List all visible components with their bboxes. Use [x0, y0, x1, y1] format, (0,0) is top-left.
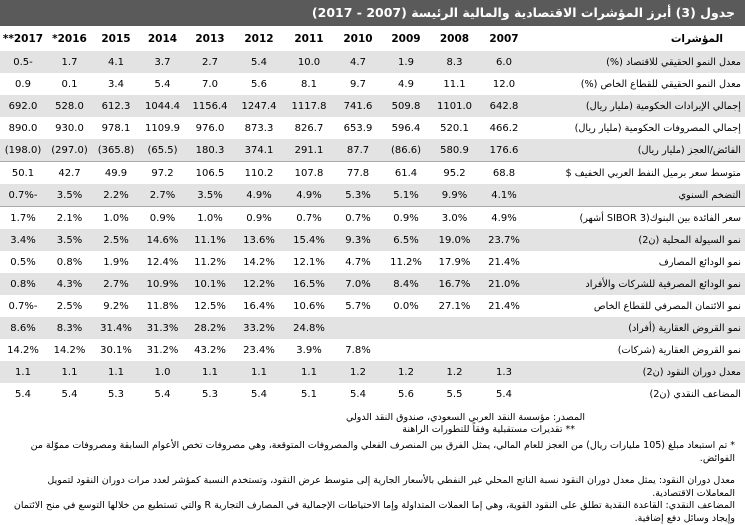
value-cell: 0.0%: [393, 300, 419, 312]
value-cell: 826.7: [294, 122, 324, 134]
value-cell: 4.9%: [491, 212, 517, 224]
value-cell: 4.1: [108, 56, 124, 68]
indicators-table: [0, 26, 745, 405]
value-cell: 5.3%: [334, 184, 382, 207]
value-cell: 528.0: [55, 100, 84, 112]
value-cell: 30.1%: [100, 344, 132, 356]
year-header: 2009: [391, 32, 421, 45]
table-row: [0, 317, 745, 339]
value-cell: 176.6: [479, 139, 529, 162]
table-body: [0, 51, 745, 405]
value-cell: 1.1: [108, 366, 124, 378]
value-cell: 1.1: [301, 366, 317, 378]
value-cell: 24.8%: [293, 322, 325, 334]
value-cell: [430, 339, 479, 361]
indicator-label: سعر الفائدة بين البنوك(SIBOR 3 أشهر): [579, 212, 741, 224]
table-row: [0, 162, 745, 185]
value-cell: 9.7: [350, 78, 366, 90]
value-cell: [479, 339, 529, 361]
value-cell: 3.5%: [186, 184, 234, 207]
value-cell: 0.1: [61, 78, 78, 90]
table-row: [0, 184, 745, 207]
table-row: [0, 207, 745, 230]
value-cell: 5.7%: [345, 300, 371, 312]
value-cell: 21.4%: [488, 300, 520, 312]
value-cell: 5.6: [251, 78, 267, 90]
value-cell: 0.9%: [149, 212, 176, 224]
value-cell: 3.0%: [441, 212, 468, 224]
indicator-label: الفائض/العجز (مليار ريال): [529, 139, 745, 162]
value-cell: 1.7: [61, 56, 78, 68]
value-cell: (365.8): [93, 139, 139, 162]
value-cell: 95.2: [443, 167, 466, 179]
indicator-label: نمو القروض العقارية (أفراد): [628, 322, 741, 334]
year-header: 2016*: [52, 32, 87, 45]
value-cell: 2.7%: [139, 184, 186, 207]
indicator-label: متوسط سعر برميل النفط العربي الخفيف $: [565, 167, 741, 179]
value-cell: 4.1%: [479, 184, 529, 207]
indicator-label: إجمالي المصروفات الحكومية (مليار ريال): [574, 122, 741, 134]
value-cell: 5.6: [398, 388, 414, 400]
year-header: 2010: [343, 32, 373, 45]
velocity-note: معدل دوران النقود: يمثل معدل دوران النقود نسبة الناتج المحلي غير النفطي بالأسعار الجارية إلى متوسط عرض النقود، وتستخدم النسبة كمؤشر لعدد مرات دوران النقود لتمويل المعاملات الاقتصادية.: [47, 475, 735, 499]
value-cell: 1156.4: [192, 100, 228, 112]
value-cell: 0.5%: [10, 256, 36, 268]
value-cell: 77.8: [346, 167, 370, 179]
value-cell: 107.8: [294, 167, 324, 179]
value-cell: 14.2%: [7, 344, 39, 356]
value-cell: 0.9: [15, 78, 31, 90]
source-block: [10, 412, 735, 436]
value-cell: 3.5%: [56, 234, 83, 246]
table-row: [0, 51, 745, 73]
value-cell: 19.0%: [438, 234, 471, 246]
value-cell: 0.7%: [296, 212, 322, 224]
year-header: 2012: [244, 32, 274, 45]
indicators-header: المؤشرات: [670, 32, 723, 45]
value-cell: 3.4%: [10, 234, 36, 246]
value-cell: 21.0%: [488, 278, 520, 290]
value-cell: 692.0: [8, 100, 38, 112]
table-row: [0, 251, 745, 273]
value-cell: 6.0: [496, 56, 512, 68]
value-cell: 13.6%: [243, 234, 275, 246]
value-cell: [430, 317, 479, 339]
value-cell: [382, 317, 430, 339]
value-cell: 5.4: [496, 388, 512, 400]
indicator-label: نمو الودائع المصرفية للشركات والأفراد: [585, 278, 741, 290]
value-cell: 1247.4: [241, 100, 277, 112]
value-cell: 4.3%: [56, 278, 83, 290]
value-cell: 653.9: [343, 122, 373, 134]
value-cell: 31.2%: [146, 344, 179, 356]
value-cell: 1101.0: [437, 100, 472, 112]
value-cell: 106.5: [195, 167, 225, 179]
value-cell: 10.0: [297, 56, 321, 68]
value-cell: 2.1%: [56, 212, 83, 224]
value-cell: 180.3: [186, 139, 234, 162]
indicator-label: إجمالي الإيرادات الحكومية (مليار ريال): [585, 100, 741, 112]
value-cell: 291.1: [284, 139, 334, 162]
value-cell: 8.4%: [393, 278, 419, 290]
value-cell: 1.1: [251, 366, 267, 378]
value-cell: 3.4: [108, 78, 124, 90]
value-cell: [479, 317, 529, 339]
value-cell: 741.6: [343, 100, 373, 112]
value-cell: -0.7%: [0, 184, 46, 207]
value-cell: 4.9%: [284, 184, 334, 207]
year-header: 2013: [195, 32, 225, 45]
value-cell: 12.2%: [243, 278, 275, 290]
value-cell: (297.0): [46, 139, 93, 162]
value-cell: 31.3%: [146, 322, 179, 334]
table-row: [0, 117, 745, 139]
value-cell: 5.5: [446, 388, 463, 400]
value-cell: 9.2%: [103, 300, 129, 312]
value-cell: 10.1%: [194, 278, 226, 290]
indicator-label: معدل النمو الحقيقي للقطاع الخاص (%): [580, 78, 741, 90]
year-header: 2014: [147, 32, 178, 45]
value-cell: 5.4: [61, 388, 78, 400]
value-cell: 4.7: [350, 56, 366, 68]
value-cell: 50.1: [11, 167, 35, 179]
value-cell: 3.9%: [296, 344, 322, 356]
value-cell: 1.0: [154, 366, 171, 378]
value-cell: 1.2: [398, 366, 414, 378]
value-cell: 3.7: [154, 56, 171, 68]
table-title: جدول (3) أبرز المؤشرات الاقتصادية والمالية الرئيسة (2007 - 2017): [0, 0, 745, 26]
value-cell: 87.7: [334, 139, 382, 162]
value-cell: 1.7%: [10, 212, 36, 224]
value-cell: 12.0: [492, 78, 516, 90]
value-cell: 5.4: [350, 388, 366, 400]
table-row: [0, 229, 745, 251]
value-cell: 1.9: [398, 56, 414, 68]
value-cell: 2.7%: [103, 278, 129, 290]
value-cell: 3.5%: [46, 184, 93, 207]
value-cell: 642.8: [489, 100, 519, 112]
value-cell: 14.6%: [146, 234, 179, 246]
value-cell: 466.2: [489, 122, 519, 134]
value-cell: 930.0: [55, 122, 84, 134]
value-cell: 2.2%: [93, 184, 139, 207]
value-cell: 14.2%: [53, 344, 86, 356]
value-cell: 5.4: [154, 78, 171, 90]
value-cell: 5.1: [301, 388, 317, 400]
value-cell: 12.5%: [194, 300, 226, 312]
indicator-label: المضاعف النقدي (ن2): [649, 388, 741, 400]
value-cell: 2.5%: [103, 234, 129, 246]
deficit-footnote: * تم استبعاد مبلغ (105 مليارات ريال) من العجز للعام المالي، يمثل الفرق بين المنصرف الفعلي والمصروفات المتوقعة، وهي مصروفات تخص الأعوام السابقة ومصروفات مموّلة من الفوائض.: [30, 440, 735, 464]
indicator-label: معدل النمو الحقيقي للاقتصاد (%): [606, 56, 741, 68]
value-cell: 1.0%: [197, 212, 223, 224]
value-cell: 1.1: [202, 366, 218, 378]
value-cell: 0.9%: [393, 212, 419, 224]
value-cell: [334, 317, 382, 339]
value-cell: 1117.8: [291, 100, 327, 112]
value-cell: 68.8: [492, 167, 516, 179]
table-row: [0, 73, 745, 95]
value-cell: 10.6%: [293, 300, 325, 312]
multiplier-note: المضاعف النقدي: القاعدة النقدية تطلق على النقود القوية، وهي إما العملات المتداولة وإما الاحتياطات الإجمالية في المصارف التجارية R والتي تستطيع من خلالها التوسع في منح الائتمان وإيجاد وسائل دفع إضافية.: [13, 500, 735, 524]
value-cell: 8.3: [446, 56, 463, 68]
value-cell: 2.5%: [56, 300, 83, 312]
indicator-label: نمو الائتمان المصرفي للقطاع الخاص: [593, 300, 741, 312]
table-header-row: [0, 26, 745, 51]
value-cell: (86.6): [382, 139, 430, 162]
value-cell: 4.7%: [345, 256, 371, 268]
value-cell: 7.8%: [345, 344, 371, 356]
value-cell: 509.8: [391, 100, 421, 112]
table-row: [0, 295, 745, 317]
year-header: 2008: [439, 32, 470, 45]
year-header: 2015: [101, 32, 131, 45]
value-cell: 5.1%: [382, 184, 430, 207]
value-cell: 16.7%: [438, 278, 471, 290]
value-cell: 4.9: [398, 78, 414, 90]
value-cell: 374.1: [234, 139, 284, 162]
value-cell: 5.3: [108, 388, 124, 400]
value-cell: 8.6%: [10, 322, 36, 334]
indicator-label: نمو السيولة المحلية (ن2): [638, 234, 741, 246]
value-cell: 16.4%: [243, 300, 275, 312]
value-cell: [382, 339, 430, 361]
value-cell: 21.4%: [488, 256, 520, 268]
value-cell: 1.2: [350, 366, 366, 378]
value-cell: 5.4: [15, 388, 31, 400]
value-cell: 7.0: [202, 78, 218, 90]
table-row: [0, 361, 745, 383]
value-cell: 43.2%: [194, 344, 226, 356]
value-cell: 12.4%: [146, 256, 179, 268]
value-cell: 9.3%: [345, 234, 371, 246]
value-cell: 6.5%: [393, 234, 419, 246]
value-cell: 97.2: [151, 167, 174, 179]
value-cell: 5.4: [251, 56, 267, 68]
value-cell: (198.0): [0, 139, 46, 162]
table-row: [0, 383, 745, 405]
year-header: 2011: [294, 32, 324, 45]
value-cell: 976.0: [195, 122, 225, 134]
value-cell: 14.2%: [243, 256, 275, 268]
value-cell: 33.2%: [243, 322, 275, 334]
value-cell: 23.7%: [488, 234, 520, 246]
estimate-note: ** تقديرات مستقبلية وفقاً للتطورات الراهنة: [402, 424, 575, 435]
value-cell: 8.1: [301, 78, 317, 90]
value-cell: 7.0%: [345, 278, 371, 290]
value-cell: -0.5: [13, 56, 33, 68]
indicator-label: نمو الودائع المصارف: [658, 256, 741, 268]
value-cell: 0.8%: [56, 256, 83, 268]
value-cell: 1.9%: [103, 256, 129, 268]
value-cell: 61.4: [394, 167, 418, 179]
value-cell: 11.1: [443, 78, 466, 90]
indicator-label: نمو القروض العقارية (شركات): [617, 344, 741, 356]
table-row: [0, 95, 745, 117]
value-cell: 1.1: [61, 366, 78, 378]
value-cell: 1.2: [446, 366, 463, 378]
source-line: المصدر: مؤسسة النقد العربي السعودي، صندوق النقد الدولي: [345, 412, 585, 423]
value-cell: 520.1: [440, 122, 469, 134]
value-cell: 11.8%: [146, 300, 179, 312]
value-cell: 17.9%: [438, 256, 471, 268]
value-cell: 28.2%: [194, 322, 226, 334]
value-cell: 49.9: [104, 167, 128, 179]
value-cell: 978.1: [101, 122, 131, 134]
year-header: 2007: [489, 32, 519, 45]
value-cell: 0.8%: [10, 278, 36, 290]
value-cell: 8.3%: [56, 322, 83, 334]
table-row: [0, 339, 745, 361]
value-cell: 23.4%: [243, 344, 275, 356]
value-cell: 5.4: [251, 388, 267, 400]
value-cell: 16.5%: [293, 278, 325, 290]
value-cell: 11.2%: [390, 256, 422, 268]
value-cell: 0.7%: [345, 212, 371, 224]
table-row: [0, 273, 745, 295]
value-cell: 0.9%: [246, 212, 272, 224]
value-cell: 5.3: [202, 388, 218, 400]
notes-block: [0, 440, 745, 525]
value-cell: 1.3: [496, 366, 512, 378]
indicator-label: التضخم السنوي: [529, 184, 745, 207]
value-cell: 11.1%: [194, 234, 226, 246]
value-cell: 9.9%: [430, 184, 479, 207]
value-cell: 580.9: [430, 139, 479, 162]
value-cell: 5.4: [154, 388, 171, 400]
value-cell: 27.1%: [438, 300, 471, 312]
value-cell: 11.2%: [194, 256, 226, 268]
value-cell: 1.0%: [103, 212, 129, 224]
year-header: 2017**: [2, 32, 44, 45]
value-cell: 10.9%: [146, 278, 179, 290]
value-cell: 31.4%: [100, 322, 132, 334]
value-cell: 1044.4: [145, 100, 180, 112]
value-cell: 596.4: [391, 122, 421, 134]
value-cell: (65.5): [139, 139, 186, 162]
value-cell: 873.3: [244, 122, 274, 134]
value-cell: 110.2: [244, 167, 274, 179]
value-cell: 1.1: [15, 366, 31, 378]
value-cell: 15.4%: [293, 234, 325, 246]
indicator-label: معدل دوران النقود (ن2): [642, 366, 741, 378]
value-cell: 12.1%: [293, 256, 325, 268]
value-cell: 612.3: [101, 100, 131, 112]
value-cell: 42.7: [58, 167, 81, 179]
value-cell: 2.7: [202, 56, 218, 68]
value-cell: 1109.9: [145, 122, 180, 134]
value-cell: 890.0: [8, 122, 38, 134]
table-row: [0, 139, 745, 162]
value-cell: 4.9%: [234, 184, 284, 207]
value-cell: -0.7%: [8, 300, 38, 312]
